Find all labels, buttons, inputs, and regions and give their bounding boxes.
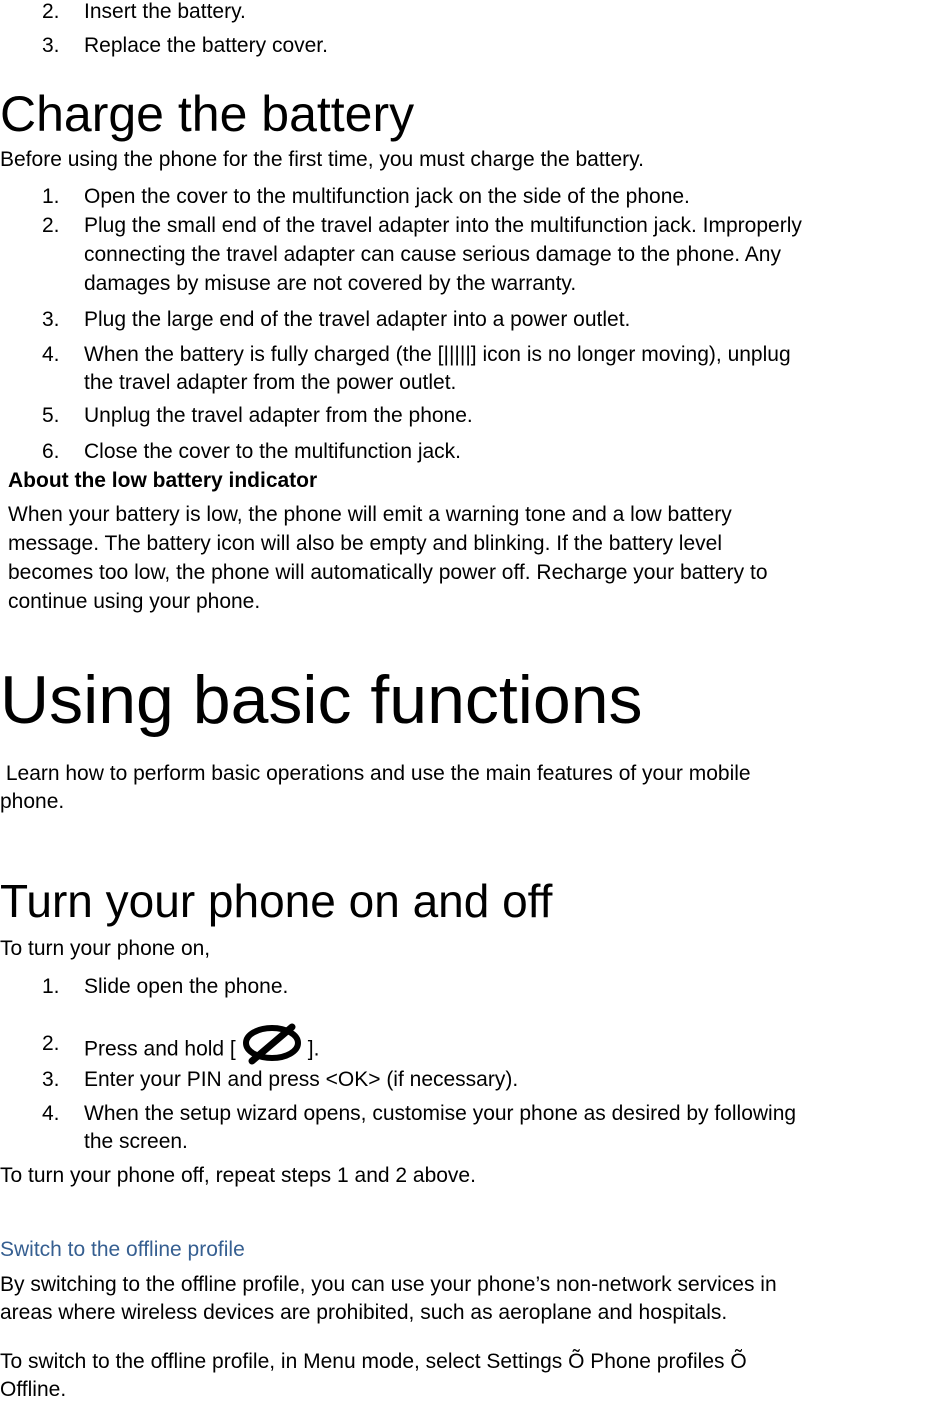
step-number: 3. [42, 34, 60, 57]
step-number: 3. [42, 308, 60, 331]
section-heading: Turn your phone on and off [0, 875, 553, 927]
paragraph: To turn your phone off, repeat steps 1 and 2 above. [0, 1164, 476, 1187]
paragraph: By switching to the offline profile, you can use your phone’s non-network services in [0, 1273, 777, 1296]
step-number: 5. [42, 404, 60, 427]
paragraph: To turn your phone on, [0, 937, 211, 960]
step-number: 6. [42, 440, 60, 463]
paragraph: Offline. [0, 1378, 67, 1401]
note-title: About the low battery indicator [8, 469, 318, 492]
note-text: When your battery is low, the phone will emit a warning tone and a low battery [8, 503, 732, 526]
paragraph: Learn how to perform basic operations and use the main features of your mobile [0, 762, 751, 785]
step-text: Close the cover to the multifunction jack. [84, 440, 462, 463]
step-number: 4. [42, 343, 60, 366]
step-text: Unplug the travel adapter from the phone. [84, 404, 473, 427]
subsection-heading: Switch to the offline profile [0, 1238, 245, 1261]
step-text: Insert the battery. [84, 0, 246, 23]
power-key-icon [242, 1023, 302, 1065]
step-text: connecting the travel adapter can cause serious damage to the phone. Any [84, 243, 781, 266]
step-text-after: ]. [307, 1037, 320, 1061]
step-text: When the battery is fully charged (the [|||||] icon is no longer moving), unplug [84, 343, 791, 366]
step-text: When the setup wizard opens, customise your phone as desired by following [84, 1102, 797, 1125]
paragraph: Before using the phone for the first time, you must charge the battery. [0, 148, 644, 171]
step-number: 2. [42, 214, 60, 237]
step-number: 3. [42, 1068, 60, 1091]
step-number: 2. [42, 1032, 60, 1055]
step-text: Plug the small end of the travel adapter into the multifunction jack. Improperly [84, 214, 802, 237]
step-text: Enter your PIN and press <OK> (if necessary). [84, 1068, 519, 1091]
paragraph: areas where wireless devices are prohibited, such as aeroplane and hospitals. [0, 1301, 728, 1324]
step-text: the screen. [84, 1130, 188, 1153]
step-text: Open the cover to the multifunction jack on the side of the phone. [84, 185, 690, 208]
step-number: 4. [42, 1102, 60, 1125]
step-text-before: Press and hold [ [84, 1037, 236, 1061]
note-text: continue using your phone. [8, 590, 261, 613]
step-text: Slide open the phone. [84, 975, 289, 998]
paragraph: To switch to the offline profile, in Menu mode, select Settings Õ Phone profiles Õ [0, 1350, 747, 1373]
note-text: message. The battery icon will also be empty and blinking. If the battery level [8, 532, 722, 555]
paragraph: phone. [0, 790, 65, 813]
step-text: damages by misuse are not covered by the warranty. [84, 272, 577, 295]
chapter-heading: Using basic functions [0, 662, 643, 738]
step-text: Plug the large end of the travel adapter into a power outlet. [84, 308, 631, 331]
note-text: becomes too low, the phone will automatically power off. Recharge your battery to [8, 561, 768, 584]
step-text: Replace the battery cover. [84, 34, 328, 57]
step-number: 1. [42, 975, 60, 998]
step-number: 2. [42, 0, 60, 23]
step-number: 1. [42, 185, 60, 208]
step-text: the travel adapter from the power outlet. [84, 371, 457, 394]
section-heading: Charge the battery [0, 86, 415, 142]
